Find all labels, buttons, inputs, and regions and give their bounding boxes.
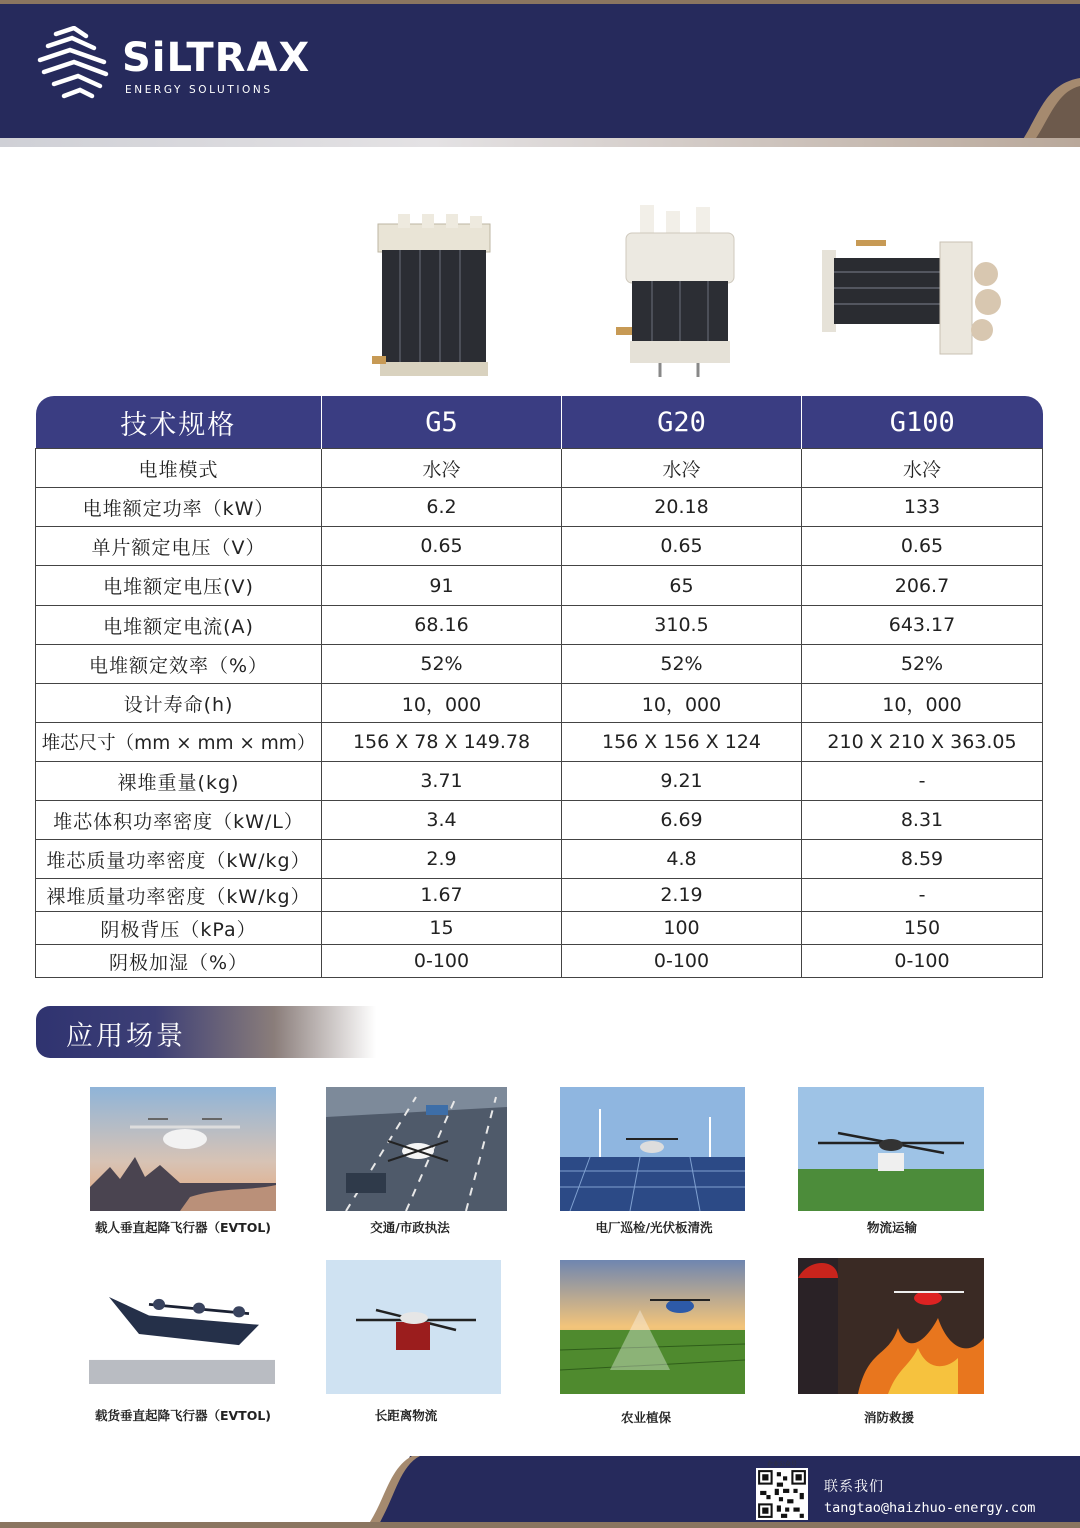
header-banner — [0, 0, 1080, 138]
spec-value-g5: 156 X 78 X 149.78 — [322, 723, 562, 762]
spec-header-g5: G5 — [322, 396, 562, 449]
spec-value-g5: 10，000 — [322, 684, 562, 723]
spec-value-g20: 310.5 — [562, 606, 802, 645]
product-g5-image — [370, 214, 500, 386]
spec-label: 裸堆重量(kg) — [36, 762, 322, 801]
spec-label: 电堆额定效率（%） — [36, 645, 322, 684]
table-row — [36, 606, 1043, 645]
product-g100-image — [816, 236, 1006, 364]
spec-value-g5: 3.4 — [322, 801, 562, 840]
cargo-evtol-photo — [89, 1260, 275, 1384]
spec-value-g20: 9.21 — [562, 762, 802, 801]
spec-label: 单片额定电压（V） — [36, 527, 322, 566]
caption-cargo-evtol: 载货垂直起降飞行器（EVTOL) — [94, 1408, 272, 1423]
spec-value-g100: - — [802, 879, 1043, 912]
spec-value-g20: 10，000 — [562, 684, 802, 723]
table-row — [36, 801, 1043, 840]
spec-value-g20: 6.69 — [562, 801, 802, 840]
spec-value-g5: 6.2 — [322, 488, 562, 527]
brand-name: SiLTRAX — [122, 35, 311, 81]
table-row — [36, 449, 1043, 488]
solar-inspection-drone-photo — [560, 1087, 745, 1211]
spec-value-g5: 3.71 — [322, 762, 562, 801]
qr-title: 企业公众号 — [766, 1461, 797, 1468]
spec-value-g100: 150 — [802, 912, 1043, 945]
spec-value-g5: 15 — [322, 912, 562, 945]
logistics-drone-photo — [798, 1087, 984, 1211]
spec-label: 堆芯质量功率密度（kW/kg） — [36, 840, 322, 879]
spec-table — [35, 396, 1043, 978]
spec-value-g100: 8.59 — [802, 840, 1043, 879]
spec-value-g100: 643.17 — [802, 606, 1043, 645]
spec-value-g5: 91 — [322, 566, 562, 606]
table-row — [36, 840, 1043, 879]
table-row — [36, 762, 1043, 801]
spec-value-g20: 2.19 — [562, 879, 802, 912]
spec-value-g100: 206.7 — [802, 566, 1043, 606]
caption-passenger-evtol: 载人垂直起降飞行器（EVTOL) — [94, 1220, 272, 1235]
spec-value-g5: 1.67 — [322, 879, 562, 912]
agriculture-drone-photo — [560, 1260, 745, 1394]
spec-label: 电堆额定电压(V) — [36, 566, 322, 606]
caption-firefighting: 消防救援 — [863, 1410, 914, 1425]
spec-value-g20: 100 — [562, 912, 802, 945]
spec-label: 电堆额定电流(A) — [36, 606, 322, 645]
spec-value-g100: 8.31 — [802, 801, 1043, 840]
table-row — [36, 723, 1043, 762]
caption-traffic: 交通/市政执法 — [370, 1220, 450, 1235]
spec-value-g5: 0.65 — [322, 527, 562, 566]
spec-value-g20: 65 — [562, 566, 802, 606]
brand-tagline: ENERGY SOLUTIONS — [125, 84, 273, 96]
spec-value-g100: 52% — [802, 645, 1043, 684]
table-row — [36, 566, 1043, 606]
table-row — [36, 645, 1043, 684]
spec-value-g100: 133 — [802, 488, 1043, 527]
caption-logistics: 物流运输 — [866, 1220, 917, 1235]
spec-value-g20: 20.18 — [562, 488, 802, 527]
spec-label: 阴极背压（kPa） — [36, 912, 322, 945]
spec-header-g100: G100 — [802, 396, 1043, 449]
traffic-drone-photo — [326, 1087, 507, 1211]
spec-value-g5: 0-100 — [322, 945, 562, 978]
firefighting-drone-photo — [798, 1258, 984, 1394]
spec-label: 堆芯体积功率密度（kW/L） — [36, 801, 322, 840]
contact-email-link[interactable]: tangtao@haizhuo-energy.com — [824, 1500, 1036, 1516]
spec-value-g5: 2.9 — [322, 840, 562, 879]
product-g20-image — [612, 205, 742, 381]
spec-label: 电堆模式 — [36, 449, 322, 488]
spec-value-g20: 52% — [562, 645, 802, 684]
passenger-evtol-photo — [90, 1087, 276, 1211]
table-row — [36, 684, 1043, 723]
spec-header-g20: G20 — [562, 396, 802, 449]
spec-value-g5: 52% — [322, 645, 562, 684]
spec-header-label: 技术规格 — [36, 396, 322, 449]
spec-value-g20: 水冷 — [562, 449, 802, 488]
table-row — [36, 945, 1043, 978]
caption-agriculture: 农业植保 — [620, 1410, 671, 1425]
spec-label: 堆芯尺寸（mm × mm × mm） — [36, 723, 322, 762]
spec-label: 设计寿命(h) — [36, 684, 322, 723]
siltrax-logo-icon — [34, 26, 112, 102]
spec-value-g5: 68.16 — [322, 606, 562, 645]
spec-table-header-row — [36, 396, 1043, 449]
table-row — [36, 912, 1043, 945]
header-swoosh-decoration — [970, 74, 1080, 144]
spec-value-g20: 156 X 156 X 124 — [562, 723, 802, 762]
qr-code-icon[interactable] — [756, 1468, 808, 1520]
spec-value-g5: 水冷 — [322, 449, 562, 488]
spec-value-g20: 0.65 — [562, 527, 802, 566]
caption-long-range: 长距离物流 — [374, 1408, 438, 1423]
spec-value-g100: - — [802, 762, 1043, 801]
spec-value-g20: 4.8 — [562, 840, 802, 879]
table-row — [36, 879, 1043, 912]
applications-heading — [36, 1006, 376, 1058]
spec-label: 电堆额定功率（kW） — [36, 488, 322, 527]
table-row — [36, 527, 1043, 566]
spec-value-g100: 210 X 210 X 363.05 — [802, 723, 1043, 762]
contact-label: 联系我们 — [824, 1479, 884, 1495]
caption-solar-inspection: 电厂巡检/光伏板清洗 — [595, 1220, 713, 1235]
spec-value-g20: 0-100 — [562, 945, 802, 978]
spec-value-g100: 10，000 — [802, 684, 1043, 723]
header-underline — [0, 138, 1080, 147]
spec-label: 阴极加湿（%） — [36, 945, 322, 978]
spec-value-g100: 0.65 — [802, 527, 1043, 566]
spec-label: 裸堆质量功率密度（kW/kg） — [36, 879, 322, 912]
footer-banner — [0, 1456, 1080, 1528]
spec-value-g100: 0-100 — [802, 945, 1043, 978]
spec-value-g100: 水冷 — [802, 449, 1043, 488]
table-row — [36, 488, 1043, 527]
applications-heading-text: 应用场景 — [66, 1021, 186, 1052]
long-range-logistics-drone-photo — [326, 1260, 501, 1394]
